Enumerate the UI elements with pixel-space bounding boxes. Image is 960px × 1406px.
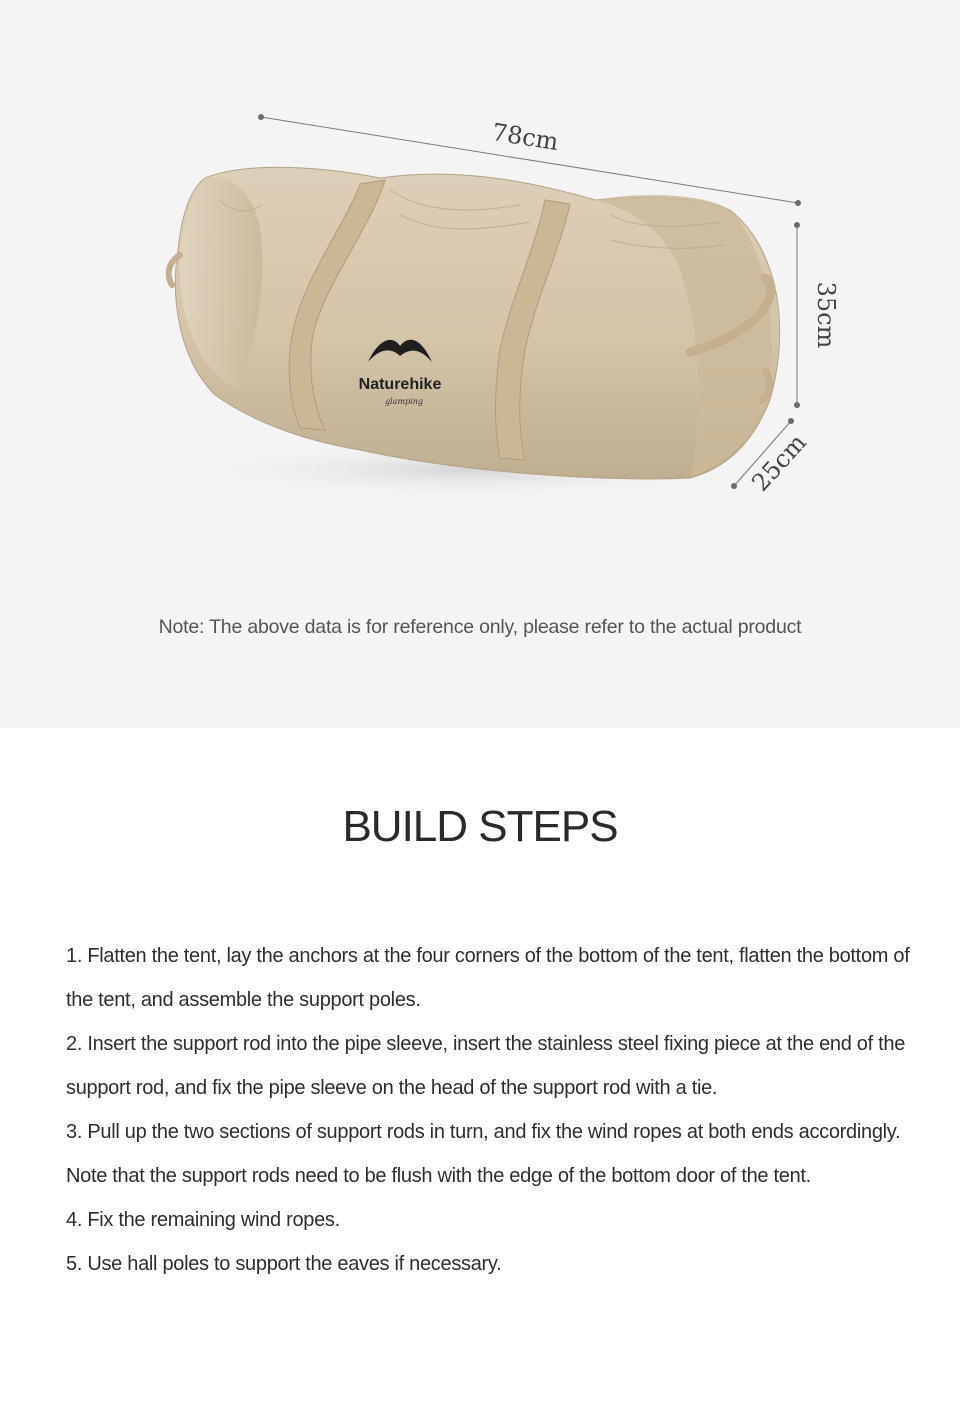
brand-subtitle: glamping bbox=[385, 397, 423, 406]
width-label: 25cm bbox=[746, 428, 812, 497]
reference-note: Note: The above data is for reference only, please refer to the actual product bbox=[158, 616, 802, 638]
length-label: 78cm bbox=[490, 118, 561, 157]
build-steps-title: BUILD STEPS bbox=[342, 802, 618, 851]
build-step: 2. Insert the support rod into the pipe sleeve, insert the stainless steel fixing piece at the end of the support rod, and fix the pipe sleeve on the head of the support rod with a tie. bbox=[66, 1033, 906, 1099]
build-step: 5. Use hall poles to support the eaves if necessary. bbox=[66, 1253, 502, 1275]
build-step: 3. Pull up the two sections of support rods in turn, and fix the wind ropes at both ends accordingly. Note that the support rods need to be flush with the edge of the bottom door of the tent. bbox=[66, 1121, 901, 1187]
height-label: 35cm bbox=[812, 281, 840, 349]
brand-name: Naturehike bbox=[358, 376, 442, 393]
build-steps-section bbox=[0, 728, 960, 1406]
height-dimension bbox=[794, 222, 840, 408]
build-step: 4. Fix the remaining wind ropes. bbox=[66, 1209, 340, 1231]
build-steps-list bbox=[66, 934, 926, 1286]
storage-bag-illustration bbox=[0, 0, 960, 600]
build-step: 1. Flatten the tent, lay the anchors at the four corners of the bottom of the tent, flatten the bottom of the tent, and assemble the support poles. bbox=[66, 945, 910, 1011]
